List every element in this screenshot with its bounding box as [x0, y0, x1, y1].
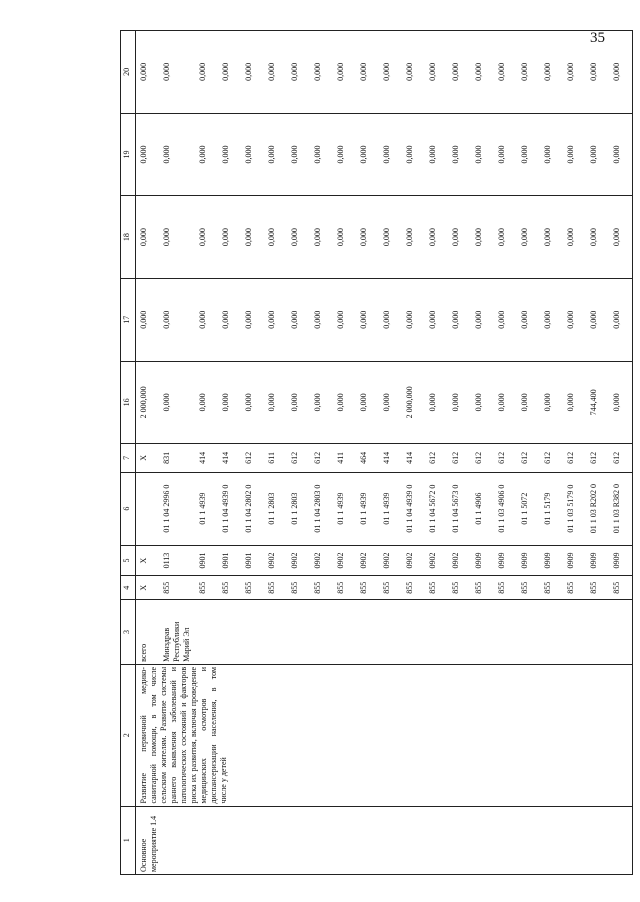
value-cell-c5: 0909: [494, 545, 517, 576]
value-cell-c5: 0902: [310, 545, 333, 576]
value-cell-c4: X: [136, 576, 160, 600]
value-cell-c17: 0,000: [241, 278, 264, 361]
value-cell-c16: 0,000: [540, 361, 563, 444]
value-cell-c7: 612: [609, 444, 633, 472]
value-cell-c7: 612: [494, 444, 517, 472]
value-cell-c19: 0,000: [609, 113, 633, 196]
executor-cell: [425, 599, 448, 664]
value-cell-c7: X: [136, 444, 160, 472]
value-cell-c16: 0,000: [356, 361, 379, 444]
value-cell-c17: 0,000: [159, 278, 195, 361]
value-cell-c19: 0,000: [333, 113, 356, 196]
executor-cell: [333, 599, 356, 664]
executor-cell: [448, 599, 471, 664]
value-cell-c6: 01 1 04 4939 0: [402, 472, 425, 545]
value-cell-c17: 0,000: [563, 278, 586, 361]
executor-cell: [586, 599, 609, 664]
value-cell-c5: 0909: [586, 545, 609, 576]
value-cell-c6: 01 1 04 2996 0: [159, 472, 195, 545]
value-cell-c6: 01 1 03 R202 0: [586, 472, 609, 545]
value-cell-c7: 831: [159, 444, 195, 472]
value-cell-c16: 0,000: [379, 361, 402, 444]
value-cell-c19: 0,000: [241, 113, 264, 196]
value-cell-c20: 0,000: [563, 31, 586, 114]
executor-cell: [517, 599, 540, 664]
value-cell-c5: 0902: [402, 545, 425, 576]
column-header: 19: [121, 113, 136, 196]
value-cell-c5: 0902: [356, 545, 379, 576]
value-cell-c19: 0,000: [195, 113, 218, 196]
value-cell-c7: 612: [586, 444, 609, 472]
value-cell-c19: 0,000: [471, 113, 494, 196]
value-cell-c19: 0,000: [356, 113, 379, 196]
value-cell-c20: 0,000: [402, 31, 425, 114]
value-cell-c17: 0,000: [448, 278, 471, 361]
value-cell-c4: 855: [471, 576, 494, 600]
value-cell-c6: 01 1 4939: [356, 472, 379, 545]
value-cell-c16: 744,400: [586, 361, 609, 444]
value-cell-c4: 855: [425, 576, 448, 600]
table-row: [471, 31, 494, 875]
value-cell-c20: 0,000: [494, 31, 517, 114]
value-cell-c19: 0,000: [540, 113, 563, 196]
value-cell-c6: 01 1 03 4906 0: [494, 472, 517, 545]
value-cell-c17: 0,000: [425, 278, 448, 361]
value-cell-c18: 0,000: [471, 196, 494, 279]
value-cell-c6: [136, 472, 160, 545]
executor-cell: [356, 599, 379, 664]
value-cell-c19: 0,000: [494, 113, 517, 196]
value-cell-c18: 0,000: [517, 196, 540, 279]
value-cell-c16: 0,000: [264, 361, 287, 444]
value-cell-c20: 0,000: [136, 31, 160, 114]
value-cell-c6: 01 1 4906: [471, 472, 494, 545]
column-header: 4: [121, 576, 136, 600]
value-cell-c20: 0,000: [356, 31, 379, 114]
value-cell-c5: 0909: [609, 545, 633, 576]
value-cell-c18: 0,000: [333, 196, 356, 279]
value-cell-c20: 0,000: [586, 31, 609, 114]
value-cell-c20: 0,000: [264, 31, 287, 114]
value-cell-c6: 01 1 5179: [540, 472, 563, 545]
value-cell-c20: 0,000: [425, 31, 448, 114]
value-cell-c6: 01 1 4939: [195, 472, 218, 545]
value-cell-c16: 0,000: [333, 361, 356, 444]
value-cell-c7: 414: [379, 444, 402, 472]
column-header: 20: [121, 31, 136, 114]
value-cell-c5: 0909: [563, 545, 586, 576]
value-cell-c4: 855: [218, 576, 241, 600]
executor-cell: [310, 599, 333, 664]
value-cell-c4: 855: [494, 576, 517, 600]
value-cell-c18: 0,000: [425, 196, 448, 279]
value-cell-c7: 612: [563, 444, 586, 472]
value-cell-c20: 0,000: [448, 31, 471, 114]
executor-cell: Минздрав Республики Марий Эл: [159, 599, 195, 664]
value-cell-c4: 855: [333, 576, 356, 600]
column-header: 16: [121, 361, 136, 444]
value-cell-c20: 0,000: [333, 31, 356, 114]
value-cell-c19: 0,000: [159, 113, 195, 196]
value-cell-c18: 0,000: [379, 196, 402, 279]
value-cell-c6: 01 1 04 5672 0: [425, 472, 448, 545]
value-cell-c5: X: [136, 545, 160, 576]
value-cell-c16: 2 000,000: [402, 361, 425, 444]
value-cell-c4: 855: [517, 576, 540, 600]
value-cell-c19: 0,000: [402, 113, 425, 196]
value-cell-c19: 0,000: [448, 113, 471, 196]
value-cell-c5: 0902: [425, 545, 448, 576]
value-cell-c6: 01 1 03 5179 0: [563, 472, 586, 545]
value-cell-c16: 0,000: [471, 361, 494, 444]
value-cell-c17: 0,000: [540, 278, 563, 361]
value-cell-c4: 855: [287, 576, 310, 600]
column-header: 7: [121, 444, 136, 472]
value-cell-c17: 0,000: [586, 278, 609, 361]
value-cell-c16: 0,000: [517, 361, 540, 444]
value-cell-c4: 855: [356, 576, 379, 600]
value-cell-c6: 01 1 4939: [333, 472, 356, 545]
value-cell-c19: 0,000: [287, 113, 310, 196]
value-cell-c18: 0,000: [310, 196, 333, 279]
executor-cell: [218, 599, 241, 664]
value-cell-c4: 855: [264, 576, 287, 600]
value-cell-c18: 0,000: [287, 196, 310, 279]
value-cell-c6: 01 1 04 2802 0: [241, 472, 264, 545]
value-cell-c6: 01 1 5072: [517, 472, 540, 545]
value-cell-c4: 855: [241, 576, 264, 600]
value-cell-c7: 612: [471, 444, 494, 472]
value-cell-c6: 01 1 03 R382 0: [609, 472, 633, 545]
executor-cell: [287, 599, 310, 664]
budget-table: [120, 30, 633, 875]
value-cell-c4: 855: [159, 576, 195, 600]
value-cell-c4: 855: [540, 576, 563, 600]
value-cell-c18: 0,000: [448, 196, 471, 279]
column-header: 2: [121, 664, 136, 806]
column-header: 17: [121, 278, 136, 361]
empty-cell: [471, 806, 633, 874]
value-cell-c7: 414: [195, 444, 218, 472]
value-cell-c5: 0909: [540, 545, 563, 576]
executor-cell: всего: [136, 599, 160, 664]
table-header: [121, 31, 136, 875]
value-cell-c16: 0,000: [448, 361, 471, 444]
value-cell-c7: 464: [356, 444, 379, 472]
value-cell-c17: 0,000: [379, 278, 402, 361]
executor-cell: [471, 599, 494, 664]
column-header: 18: [121, 196, 136, 279]
value-cell-c17: 0,000: [310, 278, 333, 361]
value-cell-c5: 0902: [264, 545, 287, 576]
value-cell-c16: 0,000: [310, 361, 333, 444]
value-cell-c18: 0,000: [195, 196, 218, 279]
value-cell-c5: 0902: [333, 545, 356, 576]
value-cell-c18: 0,000: [609, 196, 633, 279]
value-cell-c7: 414: [402, 444, 425, 472]
value-cell-c7: 612: [310, 444, 333, 472]
value-cell-c19: 0,000: [563, 113, 586, 196]
value-cell-c18: 0,000: [586, 196, 609, 279]
value-cell-c18: 0,000: [159, 196, 195, 279]
value-cell-c20: 0,000: [471, 31, 494, 114]
value-cell-c19: 0,000: [136, 113, 160, 196]
value-cell-c5: 0902: [448, 545, 471, 576]
value-cell-c19: 0,000: [379, 113, 402, 196]
value-cell-c4: 855: [448, 576, 471, 600]
value-cell-c19: 0,000: [425, 113, 448, 196]
value-cell-c7: 414: [218, 444, 241, 472]
value-cell-c19: 0,000: [586, 113, 609, 196]
value-cell-c4: 855: [609, 576, 633, 600]
table-body: [136, 31, 633, 875]
value-cell-c6: 01 1 4939: [379, 472, 402, 545]
value-cell-c16: 0,000: [159, 361, 195, 444]
value-cell-c7: 612: [241, 444, 264, 472]
value-cell-c7: 611: [264, 444, 287, 472]
value-cell-c5: 0901: [241, 545, 264, 576]
value-cell-c6: 01 1 2803: [287, 472, 310, 545]
value-cell-c17: 0,000: [517, 278, 540, 361]
measure-description-cell: Развитие первичной медико-санитарной помощи, в том числе сельским жителям. Развитие системы раннего выявления заболеваний и патологических состояний и факторов риска их развития, включая проведение медицинских осмотров и диспансеризации населения, в том числе у детей: [136, 664, 472, 806]
executor-cell: [379, 599, 402, 664]
value-cell-c4: 855: [310, 576, 333, 600]
executor-cell: [494, 599, 517, 664]
value-cell-c18: 0,000: [136, 196, 160, 279]
value-cell-c18: 0,000: [402, 196, 425, 279]
executor-cell: [241, 599, 264, 664]
page-number: 35: [590, 30, 605, 46]
value-cell-c16: 0,000: [563, 361, 586, 444]
value-cell-c16: 0,000: [241, 361, 264, 444]
value-cell-c7: 612: [425, 444, 448, 472]
value-cell-c17: 0,000: [609, 278, 633, 361]
value-cell-c16: 0,000: [195, 361, 218, 444]
value-cell-c6: 01 1 04 4939 0: [218, 472, 241, 545]
value-cell-c17: 0,000: [333, 278, 356, 361]
value-cell-c7: 411: [333, 444, 356, 472]
column-header: 1: [121, 806, 136, 874]
value-cell-c17: 0,000: [195, 278, 218, 361]
value-cell-c18: 0,000: [540, 196, 563, 279]
value-cell-c20: 0,000: [310, 31, 333, 114]
value-cell-c7: 612: [448, 444, 471, 472]
value-cell-c4: 855: [195, 576, 218, 600]
column-header: 5: [121, 545, 136, 576]
value-cell-c20: 0,000: [517, 31, 540, 114]
value-cell-c18: 0,000: [494, 196, 517, 279]
value-cell-c5: 0902: [287, 545, 310, 576]
value-cell-c17: 0,000: [494, 278, 517, 361]
column-header: 6: [121, 472, 136, 545]
value-cell-c16: 2 000,000: [136, 361, 160, 444]
value-cell-c6: 01 1 2803: [264, 472, 287, 545]
table-row: [136, 31, 160, 875]
value-cell-c20: 0,000: [609, 31, 633, 114]
value-cell-c20: 0,000: [287, 31, 310, 114]
empty-cell: [471, 664, 633, 806]
executor-cell: [540, 599, 563, 664]
value-cell-c5: 0901: [195, 545, 218, 576]
value-cell-c17: 0,000: [471, 278, 494, 361]
value-cell-c19: 0,000: [517, 113, 540, 196]
value-cell-c17: 0,000: [218, 278, 241, 361]
value-cell-c4: 855: [402, 576, 425, 600]
value-cell-c16: 0,000: [218, 361, 241, 444]
value-cell-c4: 855: [379, 576, 402, 600]
value-cell-c5: 0113: [159, 545, 195, 576]
value-cell-c17: 0,000: [264, 278, 287, 361]
value-cell-c7: 612: [540, 444, 563, 472]
executor-cell: [402, 599, 425, 664]
value-cell-c5: 0901: [218, 545, 241, 576]
measure-name-cell: Основное мероприятие 1.4: [136, 806, 472, 874]
executor-cell: [264, 599, 287, 664]
value-cell-c18: 0,000: [218, 196, 241, 279]
value-cell-c19: 0,000: [310, 113, 333, 196]
value-cell-c20: 0,000: [379, 31, 402, 114]
value-cell-c5: 0909: [471, 545, 494, 576]
value-cell-c16: 0,000: [494, 361, 517, 444]
value-cell-c17: 0,000: [402, 278, 425, 361]
value-cell-c17: 0,000: [356, 278, 379, 361]
value-cell-c18: 0,000: [563, 196, 586, 279]
value-cell-c20: 0,000: [195, 31, 218, 114]
column-header: 3: [121, 599, 136, 664]
value-cell-c17: 0,000: [136, 278, 160, 361]
value-cell-c5: 0902: [379, 545, 402, 576]
executor-cell: [195, 599, 218, 664]
executor-cell: [563, 599, 586, 664]
value-cell-c16: 0,000: [287, 361, 310, 444]
value-cell-c18: 0,000: [264, 196, 287, 279]
value-cell-c16: 0,000: [609, 361, 633, 444]
value-cell-c16: 0,000: [425, 361, 448, 444]
value-cell-c6: 01 1 04 2803 0: [310, 472, 333, 545]
value-cell-c19: 0,000: [218, 113, 241, 196]
value-cell-c20: 0,000: [159, 31, 195, 114]
value-cell-c6: 01 1 04 5673 0: [448, 472, 471, 545]
value-cell-c17: 0,000: [287, 278, 310, 361]
value-cell-c20: 0,000: [218, 31, 241, 114]
value-cell-c19: 0,000: [264, 113, 287, 196]
value-cell-c7: 612: [287, 444, 310, 472]
value-cell-c20: 0,000: [241, 31, 264, 114]
value-cell-c5: 0909: [517, 545, 540, 576]
value-cell-c18: 0,000: [241, 196, 264, 279]
executor-cell: [609, 599, 633, 664]
value-cell-c18: 0,000: [356, 196, 379, 279]
value-cell-c7: 612: [517, 444, 540, 472]
value-cell-c20: 0,000: [540, 31, 563, 114]
value-cell-c4: 855: [586, 576, 609, 600]
value-cell-c4: 855: [563, 576, 586, 600]
